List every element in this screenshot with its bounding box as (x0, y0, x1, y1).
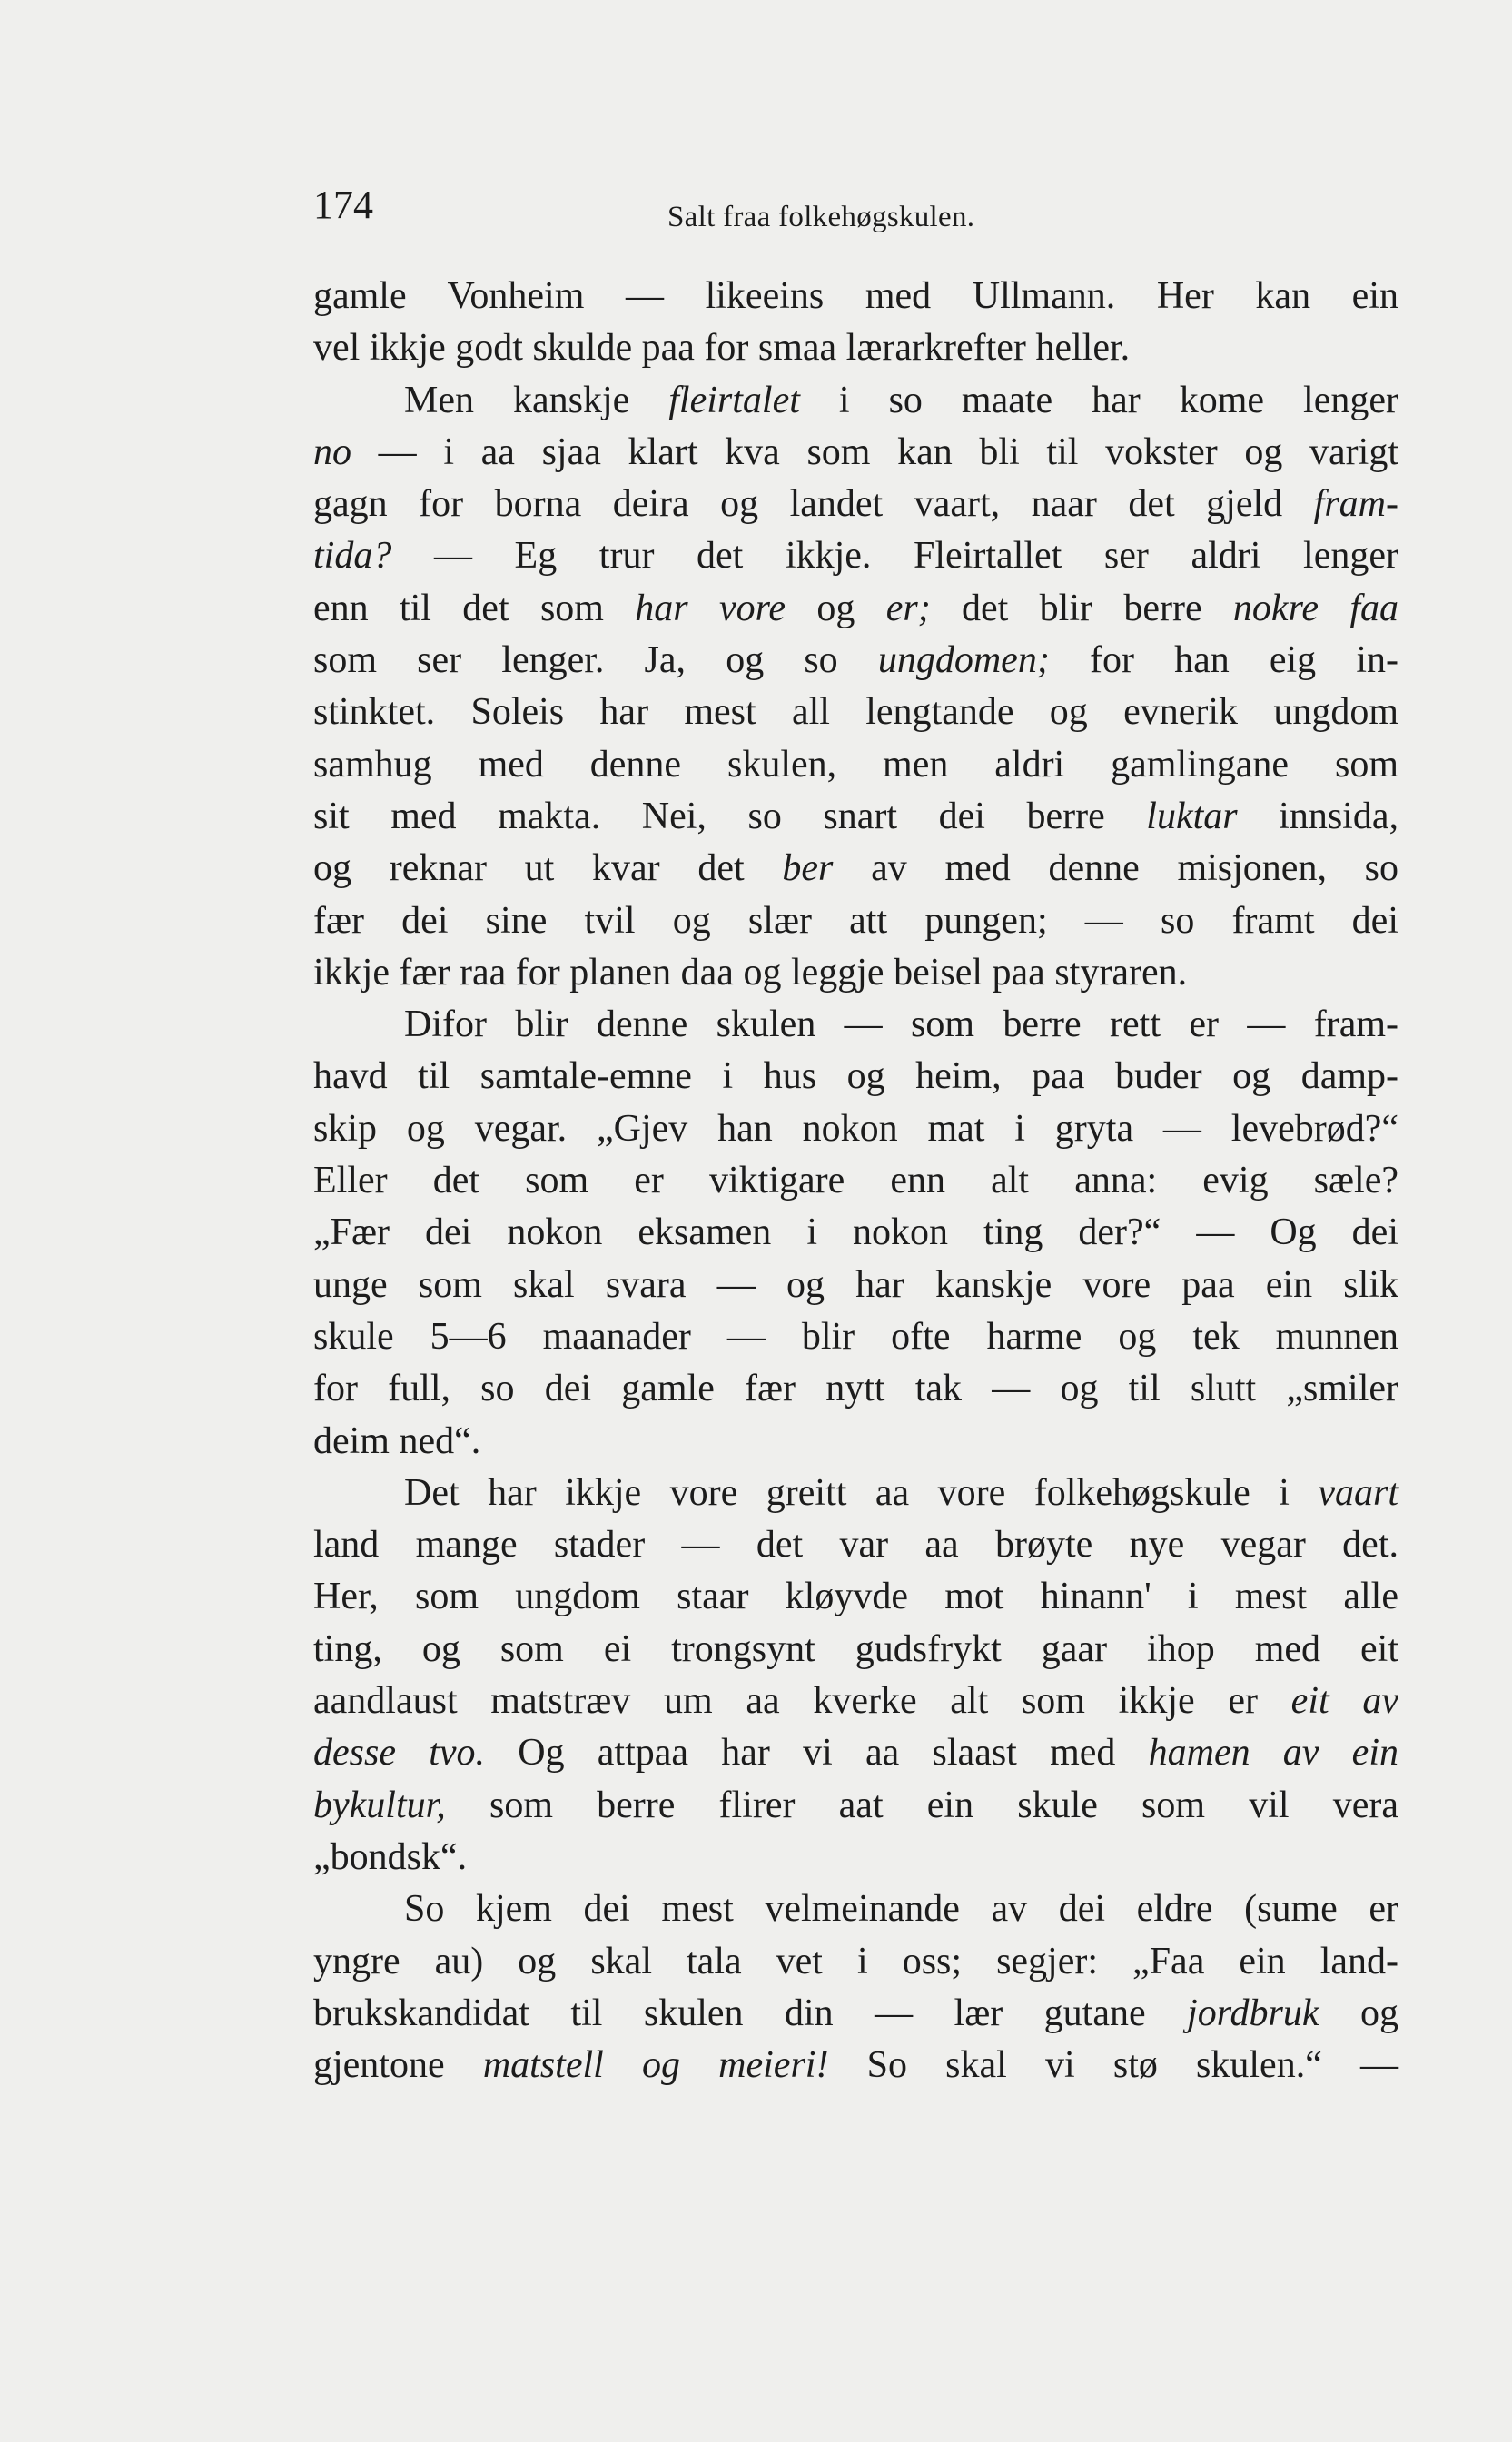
text-segment: og reknar ut kvar det (313, 847, 783, 890)
text-segment: og (1319, 1992, 1399, 2034)
text-segment: deim ned“. (313, 1419, 481, 1462)
italic-text: luktar (1146, 795, 1238, 837)
text-line (313, 530, 1398, 582)
text-line (313, 791, 1398, 843)
italic-text: eit av (1290, 1680, 1398, 1723)
text-line (313, 271, 1398, 322)
page-number: 174 (313, 183, 373, 227)
text-segment: havd til samtale-emne i hus og heim, paa buder og damp- (313, 1055, 1398, 1098)
text-line (313, 1468, 1398, 1519)
text-segment: So kjem dei mest velmeinande av dei eldre (sume er (404, 1888, 1398, 1931)
text-segment: aandlaust matstræv um aa kverke alt som ikkje er (313, 1680, 1291, 1723)
text-segment: Her, som ungdom staar kløyvde mot hinann' i mest alle (313, 1576, 1398, 1618)
italic-text: ber (782, 847, 834, 890)
text-line (313, 1103, 1398, 1155)
italic-text: har vore (635, 587, 786, 629)
text-segment: som berre flirer aat ein skule som vil vera (445, 1784, 1398, 1826)
text-line (313, 635, 1398, 687)
text-line (313, 479, 1398, 530)
text-line (313, 322, 1398, 374)
text-segment: unge som skal svara — og har kanskje vore paa ein slik (313, 1263, 1398, 1306)
text-line (313, 2040, 1398, 2091)
text-segment: — i aa sjaa klart kva som kan bli til vokster og varigt (351, 430, 1398, 473)
text-line (313, 1416, 1398, 1468)
text-segment: av med denne misjonen, so (833, 847, 1398, 890)
text-segment: i so maate har kome lenger (799, 379, 1398, 421)
text-segment: yngre au) og skal tala vet i oss; segjer: „Faa ein land- (313, 1940, 1398, 1982)
text-segment: Men kanskje (404, 379, 669, 421)
text-segment: det blir berre (930, 587, 1233, 629)
text-segment: fær dei sine tvil og slær att pungen; — so framt dei (313, 899, 1398, 942)
text-line (313, 1363, 1398, 1415)
italic-text: jordbruk (1187, 1992, 1319, 2034)
italic-text: ungdomen; (877, 639, 1050, 682)
text-segment: ikkje fær raa for planen daa og leggje beisel paa styraren. (313, 951, 1188, 994)
text-line (313, 1936, 1398, 1988)
text-line (313, 1727, 1398, 1779)
text-segment: innsida, (1237, 795, 1398, 837)
text-segment: stinktet. Soleis har mest all lengtande og evnerik ungdom (313, 691, 1398, 734)
text-line (313, 1780, 1398, 1832)
text-line (313, 1624, 1398, 1676)
text-segment: Difor blir denne skulen — som berre rett er — fram- (404, 1003, 1398, 1046)
text-segment: for han eig in- (1049, 639, 1398, 682)
text-line (313, 687, 1398, 738)
text-segment: enn til det som (313, 587, 636, 629)
text-line (313, 1676, 1398, 1727)
text-line (313, 895, 1398, 947)
text-line (313, 1260, 1398, 1311)
text-line (313, 583, 1398, 635)
italic-text: nokre faa (1232, 587, 1398, 629)
text-line (313, 1155, 1398, 1207)
text-line (313, 1311, 1398, 1363)
text-segment: skip og vegar. „Gjev han nokon mat i gryta — levebrød?“ (313, 1107, 1398, 1150)
text-line (313, 1571, 1398, 1623)
text-line (313, 1519, 1398, 1571)
page-header (313, 182, 1403, 236)
text-segment: sit med makta. Nei, so snart dei berre (313, 795, 1147, 837)
text-segment: land mange stader — det var aa brøyte nye vegar det. (313, 1524, 1398, 1567)
text-segment: — Eg trur det ikkje. Fleirtallet ser aldri lenger (391, 535, 1398, 578)
text-line (313, 1883, 1398, 1935)
text-segment: samhug med denne skulen, men aldri gamlingane som (313, 743, 1398, 786)
text-segment: og (786, 587, 886, 629)
text-segment: som ser lenger. Ja, og so (313, 639, 878, 682)
text-line (313, 427, 1398, 479)
text-line (313, 375, 1398, 427)
text-line (313, 947, 1398, 999)
italic-text: fram- (1313, 483, 1398, 526)
text-line (313, 1988, 1398, 2040)
text-segment: for full, so dei gamle fær nytt tak — og til slutt „smiler (313, 1368, 1398, 1410)
text-line (313, 999, 1398, 1051)
text-segment: Og attpaa har vi aa slaast med (485, 1732, 1149, 1775)
italic-text: desse tvo. (313, 1732, 486, 1775)
text-segment: So skal vi stø skulen.“ — (828, 2044, 1399, 2087)
italic-text: hamen av ein (1148, 1732, 1398, 1775)
text-segment: Eller det som er viktigare enn alt anna: evig sæle? (313, 1160, 1398, 1202)
text-line (313, 739, 1398, 791)
text-segment: „Fær dei nokon eksamen i nokon ting der?“ — Og dei (313, 1211, 1398, 1254)
text-line (313, 843, 1398, 895)
text-segment: skule 5—6 maanader — blir ofte harme og tek munnen (313, 1315, 1398, 1358)
italic-text: er; (885, 587, 931, 629)
text-segment: ting, og som ei trongsynt gudsfrykt gaar ihop med eit (313, 1627, 1398, 1670)
italic-text: no (313, 430, 351, 473)
text-segment: brukskandidat til skulen din — lær gutane (313, 1992, 1188, 2034)
running-title: Salt fraa folkehøgskulen. (667, 201, 975, 233)
italic-text: tida? (313, 535, 392, 578)
text-segment: vel ikkje godt skulde paa for smaa lærarkrefter heller. (313, 327, 1131, 370)
italic-text: vaart (1318, 1471, 1398, 1514)
text-segment: Det har ikkje vore greitt aa vore folkehøgskule i (404, 1471, 1319, 1514)
text-segment: gamle Vonheim — likeeins med Ullmann. Her kan ein (313, 275, 1398, 317)
text-segment: gagn for borna deira og landet vaart, naar det gjeld (313, 483, 1314, 526)
text-segment: gjentone (313, 2044, 483, 2087)
text-line (313, 1051, 1398, 1102)
body-text (313, 271, 1398, 2091)
italic-text: bykultur, (313, 1784, 446, 1826)
text-line (313, 1207, 1398, 1259)
italic-text: matstell og meieri! (482, 2044, 829, 2087)
text-line (313, 1832, 1398, 1883)
italic-text: fleirtalet (668, 379, 800, 421)
text-segment: „bondsk“. (313, 1835, 468, 1878)
